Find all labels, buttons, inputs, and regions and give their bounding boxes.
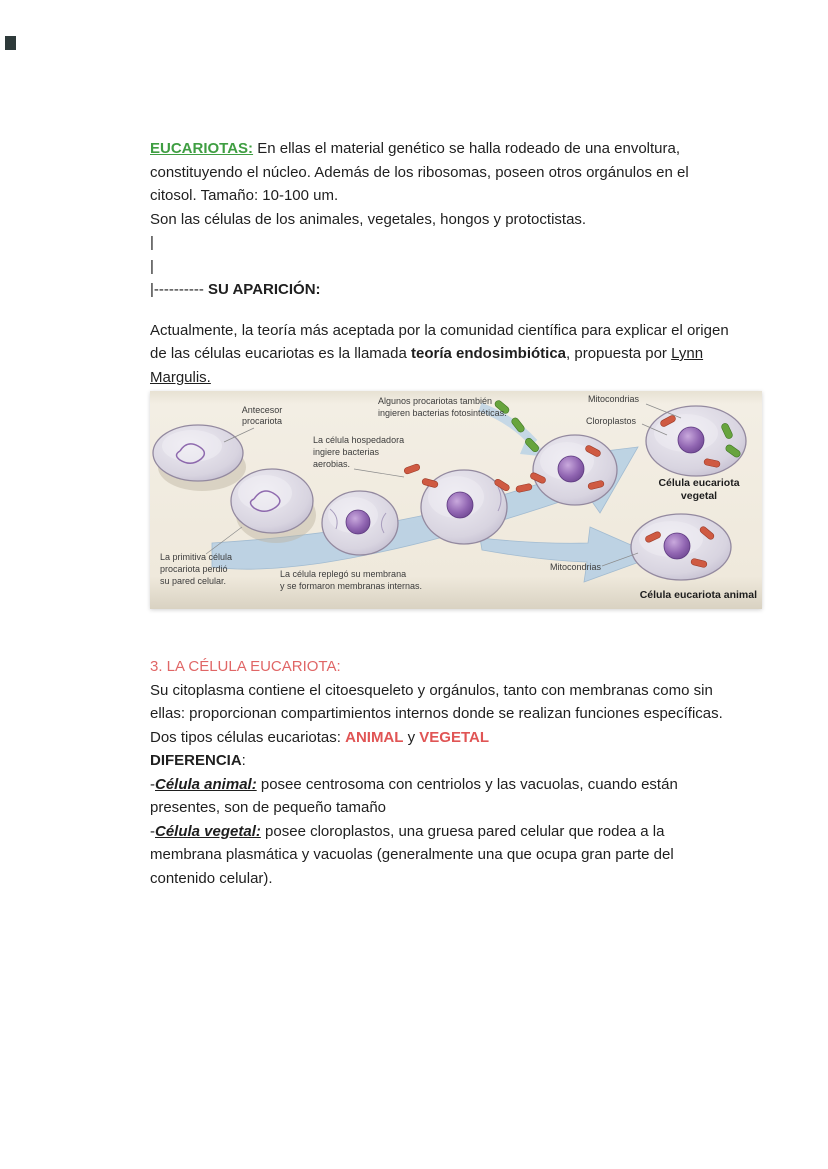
label-algunos: ingieren bacterias fotosintéticas. — [378, 408, 507, 418]
celula-animal-body: posee centrosoma con centriolos y las vacuolas, cuando están presentes, son de pequeño tamaño — [150, 775, 678, 816]
vegetal-word: VEGETAL — [419, 728, 490, 746]
nucleus — [664, 533, 690, 559]
celula-animal-label: Célula animal: — [155, 775, 257, 793]
eucariotas-heading: EUCARIOTAS: — [150, 140, 254, 157]
label-replego: La célula replegó su membrana — [280, 569, 407, 579]
vegetal-dash: - — [150, 822, 155, 840]
pipe-line-2: | — [150, 257, 154, 275]
cell-eukaryote-animal — [631, 514, 731, 580]
cell-infolded-membrane — [322, 491, 398, 555]
label-primitiva: procariota perdió — [160, 564, 228, 574]
citoplasma-paragraph: Su citoplasma contiene el citoesqueleto y orgánulos, tanto con membranas como sin ellas: proporcionan compartimientos internos donde se realizan funciones específicas. — [150, 681, 723, 722]
endosimbiosis-part1: Actualmente, la teoría más aceptada por la comunidad científica para explicar el origen de las células eucariotas es la llamada — [150, 321, 729, 362]
label-celula-vegetal: Célula eucariota — [658, 477, 740, 489]
label-celula-vegetal: vegetal — [680, 490, 718, 502]
pipe-line-1: | — [150, 234, 154, 251]
label-antecesor: procariota — [241, 416, 283, 426]
celula-eucariota-heading: 3. LA CÉLULA EUCARIOTA: — [150, 658, 341, 675]
aparicion-title: SU APARICIÓN: — [208, 281, 321, 298]
aparicion-prefix: |---------- — [150, 281, 209, 298]
cell-antecesor-procariota — [153, 425, 246, 491]
label-primitiva: su pared celular. — [160, 576, 227, 586]
label-algunos: Algunos procariotas también — [378, 396, 493, 406]
diferencia-colon: : — [241, 752, 246, 769]
aparicion-line — [150, 278, 735, 302]
label-hospedadora: ingiere bacterias — [313, 447, 380, 457]
label-hospedadora: aerobias. — [313, 459, 351, 469]
conjunction: y — [403, 728, 420, 746]
celula-vegetal-label: Célula vegetal: — [155, 822, 261, 840]
cell-eukaryote-plant — [646, 406, 746, 476]
label-celula-animal: Célula eucariota animal — [639, 589, 757, 601]
diferencia-line — [150, 749, 735, 773]
dos-tipos-prefix: Dos tipos células eucariotas: — [150, 728, 346, 746]
endosymbiosis-svg — [150, 391, 762, 609]
section-celula-eucariota — [150, 655, 735, 890]
animal-word: ANIMAL — [345, 728, 404, 746]
label-cloroplastos: Cloroplastos — [586, 416, 637, 426]
kingdoms-line: Son las células de los animales, vegetales, hongos y protoctistas. — [150, 210, 587, 228]
blank-line — [150, 302, 735, 319]
celula-vegetal-body: posee cloroplastos, una gruesa pared celular que rodea a la membrana plasmática y vacuolas (generalmente una que ocupa gran parte del contenido celular). — [150, 822, 674, 887]
nucleus — [678, 427, 704, 453]
label-hospedadora: La célula hospedadora — [313, 435, 405, 445]
nucleus — [346, 510, 370, 534]
dos-tipos-line — [150, 726, 735, 750]
diferencia-label: DIFERENCIA — [150, 752, 242, 769]
label-antecesor: Antecesor — [241, 405, 283, 415]
celula-animal-paragraph — [150, 773, 735, 820]
label-mitocondrias-top: Mitocondrias — [588, 394, 640, 404]
label-primitiva: La primitiva célula — [160, 552, 233, 562]
endosimbiosis-part2: , propuesta por — [566, 345, 672, 362]
paragraph-eucariotas — [150, 137, 735, 208]
endosymbiosis-figure — [150, 391, 762, 609]
cell-with-mitochondria — [533, 435, 617, 505]
celula-vegetal-paragraph — [150, 820, 735, 891]
lynn-margulis: Lynn Margulis. — [150, 345, 704, 386]
nucleus — [558, 456, 584, 482]
section-eucariotas — [150, 137, 735, 389]
label-mitocondrias-bottom: Mitocondrias — [550, 562, 602, 572]
document-content — [150, 137, 762, 890]
paragraph-endosimbiosis — [150, 319, 735, 390]
nucleus — [447, 492, 473, 518]
eucariotas-body: En ellas el material genético se halla rodeado de una envoltura, constituyendo el núcleo. Además de los ribosomas, poseen otros orgánulos en el citosol. Tamaño: 10-100 um. — [150, 140, 689, 204]
label-replego: y se formaron membranas internas. — [280, 581, 423, 591]
teoria-endosimbiotica: teoría endosimbiótica — [410, 345, 567, 362]
page-edge-mark — [5, 36, 16, 50]
animal-dash: - — [150, 775, 155, 793]
